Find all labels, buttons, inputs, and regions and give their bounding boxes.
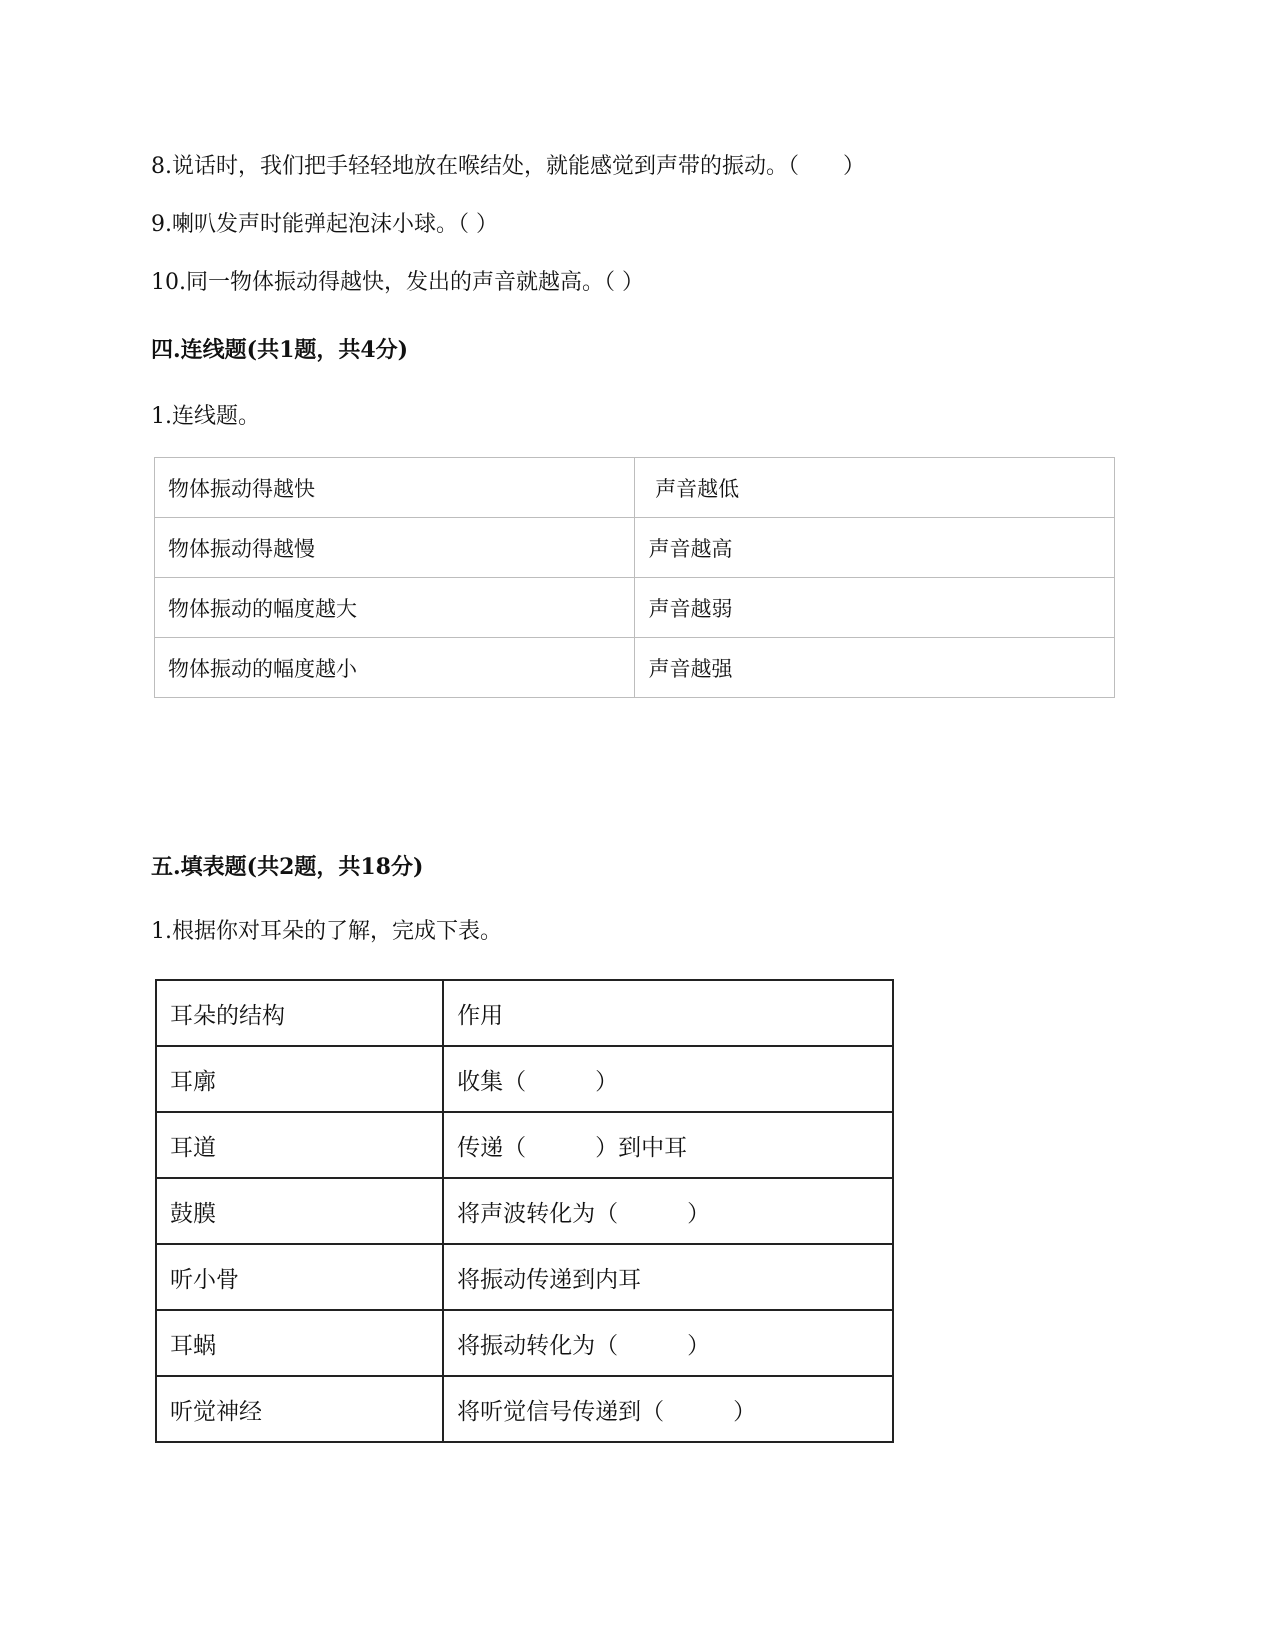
part-cell: 听觉神经 [156, 1376, 443, 1442]
function-cell: 传递（ ）到中耳 [443, 1112, 893, 1178]
function-cell: 将听觉信号传递到（ ） [443, 1376, 893, 1442]
match-right-cell: 声音越高 [635, 518, 1115, 578]
part-cell: 耳道 [156, 1112, 443, 1178]
table-row [156, 1376, 893, 1442]
table-row [156, 1112, 893, 1178]
match-left-cell: 物体振动得越快 [155, 458, 635, 518]
match-left-cell: 物体振动的幅度越小 [155, 638, 635, 698]
table-row [155, 518, 1115, 578]
section-5-heading: 五.填表题(共2题，共18分) [151, 854, 424, 880]
function-cell: 将振动传递到内耳 [443, 1244, 893, 1310]
function-cell: 将振动转化为（ ） [443, 1310, 893, 1376]
table-row [155, 458, 1115, 518]
match-left-cell: 物体振动的幅度越大 [155, 578, 635, 638]
part-cell: 耳廓 [156, 1046, 443, 1112]
match-right-cell: 声音越弱 [635, 578, 1115, 638]
question-9: 9.喇叭发声时能弹起泡沫小球。（ ） [151, 212, 498, 237]
section-5-question: 1.根据你对耳朵的了解，完成下表。 [151, 919, 502, 944]
section-4-heading: 四.连线题(共1题，共4分) [151, 337, 409, 363]
part-cell: 鼓膜 [156, 1178, 443, 1244]
table-header-row [156, 980, 893, 1046]
table-row [155, 638, 1115, 698]
matching-table [154, 457, 1115, 698]
part-cell: 耳蜗 [156, 1310, 443, 1376]
table-row [156, 1244, 893, 1310]
ear-structure-table [155, 979, 894, 1443]
table-row [156, 1046, 893, 1112]
match-left-cell: 物体振动得越慢 [155, 518, 635, 578]
question-10: 10.同一物体振动得越快，发出的声音就越高。（ ） [151, 270, 644, 295]
header-function-cell: 作用 [443, 980, 893, 1046]
function-cell: 收集（ ） [443, 1046, 893, 1112]
question-8: 8.说话时，我们把手轻轻地放在喉结处，就能感觉到声带的振动。（ ） [151, 154, 865, 179]
section-4-question: 1.连线题。 [151, 404, 260, 429]
match-right-cell: 声音越强 [635, 638, 1115, 698]
function-cell: 将声波转化为（ ） [443, 1178, 893, 1244]
match-right-cell: 声音越低 [635, 458, 1115, 518]
part-cell: 听小骨 [156, 1244, 443, 1310]
table-row [156, 1310, 893, 1376]
header-part-cell: 耳朵的结构 [156, 980, 443, 1046]
table-row [155, 578, 1115, 638]
table-row [156, 1178, 893, 1244]
